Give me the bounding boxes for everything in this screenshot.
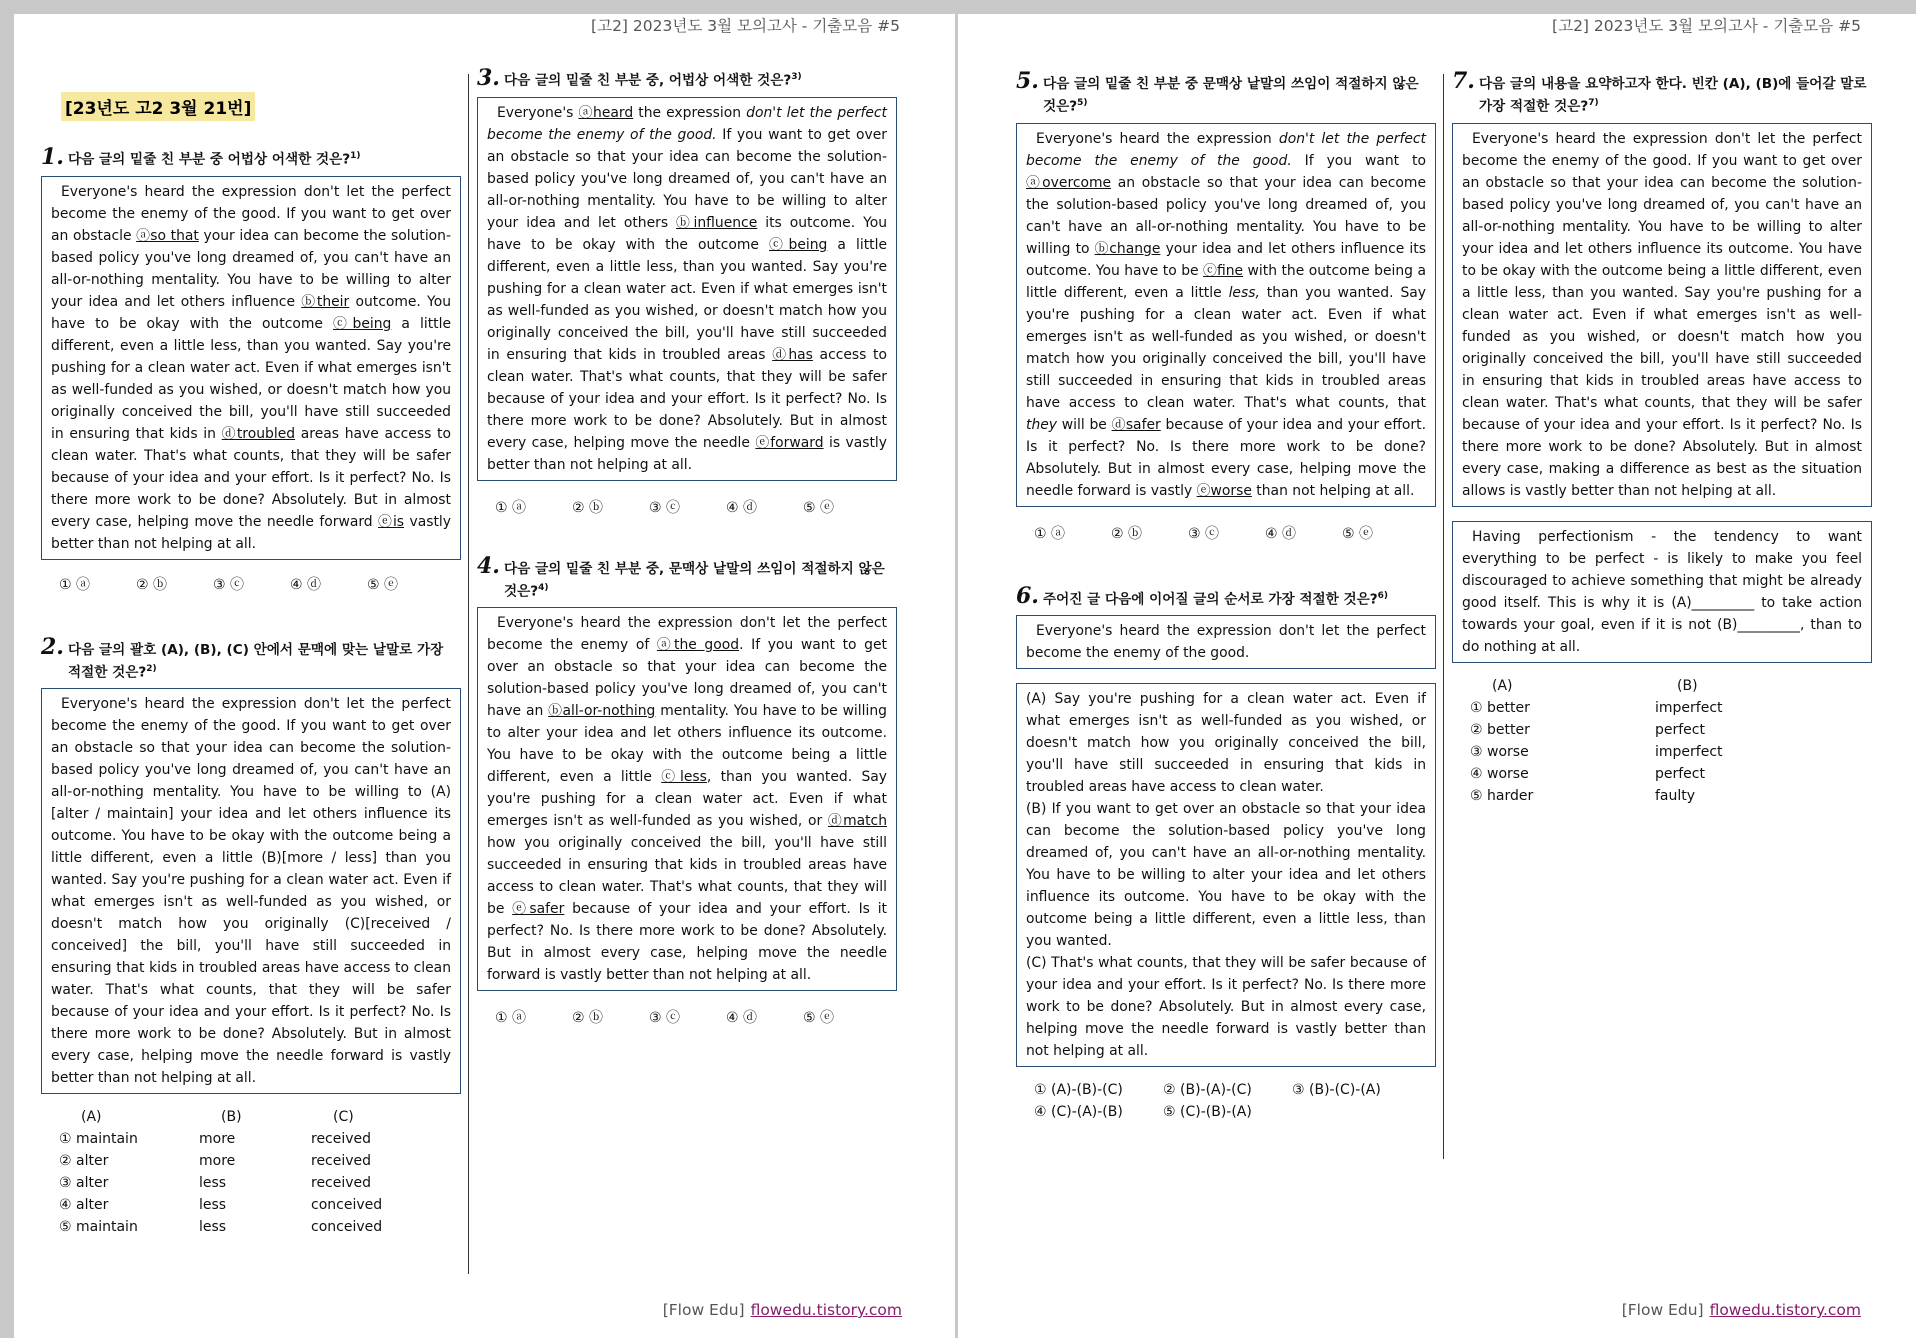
q1-underline-a[interactable]: ⓐso that — [136, 227, 199, 244]
q3-choices — [477, 497, 897, 517]
q5-choice-5[interactable]: ⑤ ⓔ — [1342, 525, 1374, 542]
q7-choice-2[interactable]: ② better perfect — [1470, 721, 1705, 738]
footer-link[interactable]: flowedu.tistory.com — [750, 1301, 902, 1319]
q3-choice-4[interactable]: ④ ⓓ — [726, 499, 758, 516]
q7-choice-5[interactable]: ⑤ harder faulty — [1470, 787, 1696, 804]
q5-choice-3[interactable]: ③ ⓒ — [1188, 525, 1220, 542]
q1-passage: Everyone's heard the expression don't let the perfect become the enemy of the good. If you want to get over an obstacle ⓐso that your idea can become the solution-based policy you've long dreamed of, you can't have an all-or-nothing mentality. You have to be willing to alter your idea and let others influence ⓑtheir outcome. You have to be okay with the outcome ⓒbeing a little different, even a little less, than you wanted. Say you're pushing for a clean water act. Even if what emerges isn't as well-funded as you wished, or doesn't match how you originally conceived the bill, you'll have still succeeded in ensuring that kids in ⓓtroubled areas have access to clean water. That's what counts, that they will be safer because of your idea and your effort. Is it perfect? No. Is there more work to be done? Absolutely. But in almost every case, helping move the needle forward ⓔis vastly better than not helping at all. — [41, 176, 461, 560]
q1-choice-4[interactable]: ④ ⓓ — [290, 576, 322, 593]
q5-underline-a[interactable]: ⓐovercome — [1026, 174, 1112, 191]
q5-choice-4[interactable]: ④ ⓓ — [1265, 525, 1297, 542]
q5-passage: Everyone's heard the expression don't let the perfect become the enemy of the good. If you want to ⓐovercome an obstacle so that your idea can become the solution-based policy you've long dreamed of, you can't have an all-or-nothing mentality. You have to be willing to ⓑchange your idea and let others influence its outcome. You have to be ⓒfine with the outcome being a little different, even a little less, than you wanted. Say you're pushing for a clean water act. Even if what emerges isn't as well-funded as you wished, or doesn't match how you originally conceived the bill, you'll have still succeeded in ensuring that kids in troubled areas have access to clean water. That's what counts, that they will be ⓓsafer because of your idea and your effort. Is it perfect? No. Is there more work to be done? Absolutely. But in almost every case, helping move the needle forward is vastly ⓔworse than not helping at all. — [1016, 123, 1436, 507]
left-page — [14, 0, 955, 1338]
q5-underline-e[interactable]: ⓔworse — [1196, 482, 1252, 499]
q1-underline-c[interactable]: ⓒbeing — [333, 315, 392, 332]
footer-link-right[interactable]: flowedu.tistory.com — [1709, 1301, 1861, 1319]
q7-choice-4[interactable]: ④ worse perfect — [1470, 765, 1705, 782]
q3-underline-a[interactable]: ⓐheard — [578, 104, 634, 121]
q6-number: 6. — [1016, 583, 1039, 610]
q1-underline-b[interactable]: ⓑtheir — [301, 293, 350, 310]
q7-choice-1[interactable]: ① better imperfect — [1470, 699, 1723, 716]
q6-parts — [1016, 683, 1436, 1067]
q4-title: 4. 다음 글의 밑줄 친 부분 중, 문맥상 낱말의 쓰임이 적절하지 않은 것은?$^{4)}$ — [477, 552, 885, 600]
column-divider — [468, 74, 469, 1274]
q4-choice-5[interactable]: ⑤ ⓔ — [803, 1010, 835, 1027]
q4-underline-b[interactable]: ⓑall-or-nothing — [548, 703, 656, 720]
q5-choice-2[interactable]: ② ⓑ — [1111, 525, 1143, 542]
q5-title: 5. 다음 글의 밑줄 친 부분 중 문맥상 낱말의 쓰임이 적절하지 않은 것은?$^{5)}$ — [1016, 68, 1419, 115]
q6-given-passage: Everyone's heard the expression don't let the perfect become the enemy of the good. — [1016, 615, 1436, 669]
q6-choice-2[interactable]: ② (B)-(A)-(C) — [1163, 1082, 1252, 1099]
q4-underline-a[interactable]: ⓐthe good — [656, 637, 740, 654]
q3-underline-c[interactable]: ⓒbeing — [769, 236, 828, 253]
q4-choice-3[interactable]: ③ ⓒ — [649, 1010, 681, 1027]
q3-passage: Everyone's ⓐheard the expression don't let the perfect become the enemy of the good. If you want to get over an obstacle so that your idea can become the solution-based policy you've long dreamed of, you can't have an all-or-nothing mentality. You have to be willing to alter your idea and let others ⓑinfluence its outcome. You have to be okay with the outcome ⓒbeing a little different, even a little less, than you wanted. Say you're pushing for a clean water act. Even if what emerges isn't as well-funded as you wished, or doesn't match how you originally conceived the bill, you'll have still succeeded in ensuring that kids in troubled areas ⓓhas access to clean water. That's what counts, that they will be safer because of your idea and your effort. Is it perfect? No. Is there more work to be done? Absolutely. But in almost every case, helping move the needle ⓔforward is vastly better than not helping at all. — [477, 97, 897, 481]
q5-choices — [1016, 523, 1436, 543]
q6-choice-4[interactable]: ④ (C)-(A)-(B) — [1034, 1104, 1123, 1121]
page-header-right: [고2] 2023년도 3월 모의고사 - 기출모음 #5 — [1552, 17, 1861, 35]
q4-underline-e[interactable]: ⓔsafer — [512, 901, 565, 918]
q4-underline-d[interactable]: ⓓmatch — [827, 813, 887, 830]
q1-choice-3[interactable]: ③ ⓒ — [213, 576, 245, 593]
q2-choice-5[interactable]: ⑤ maintain less conceived — [59, 1219, 383, 1236]
q1-title: 1. 다음 글의 밑줄 친 부분 중 어법상 어색한 것은?$^{1)}$ — [41, 143, 361, 170]
column-divider-right — [1443, 74, 1444, 1159]
q3-choice-5[interactable]: ⑤ ⓔ — [803, 499, 835, 516]
q2-choice-1[interactable]: ① maintain more received — [59, 1131, 372, 1148]
q3-underline-d[interactable]: ⓓhas — [772, 346, 813, 363]
q4-number: 4. — [477, 552, 500, 579]
q2-number: 2. — [41, 633, 64, 660]
q5-choice-1[interactable]: ① ⓐ — [1034, 525, 1066, 542]
q5-number: 5. — [1016, 68, 1039, 94]
q4-choices — [477, 1007, 897, 1027]
q3-choice-3[interactable]: ③ ⓒ — [649, 499, 681, 516]
left-column — [41, 92, 461, 1238]
q6-choices — [1016, 1079, 1436, 1123]
page-footer: [Flow Edu] flowedu.tistory.com — [662, 1301, 902, 1319]
q2-passage: Everyone's heard the expression don't let the perfect become the enemy of the good. If you want to get over an obstacle so that your idea can become the solution-based policy you've long dreamed of, you can't have an all-or-nothing mentality. You have to be willing to (A)[alter / maintain] your idea and let others influence its outcome. You have to be okay with the outcome being a little different, even a little (B)[more / less] than you wanted. Say you're pushing for a clean water act. Even if what emerges isn't as well-funded as you wished, or doesn't match how you originally (C)[received / conceived] the bill, you'll have still succeeded in ensuring that kids in troubled areas have access to clean water. That's what counts, that they will be safer because of your idea and your effort. Is it perfect? No. Is there more work to be done? Absolutely. But in almost every case, helping move the needle forward is vastly better than not helping at all. — [41, 688, 461, 1094]
q1-choice-5[interactable]: ⑤ ⓔ — [367, 576, 399, 593]
q2-choice-2[interactable]: ② alter more received — [59, 1153, 372, 1170]
q6-part-a: (A) Say you're pushing for a clean water act. Even if what emerges isn't as well-funded as you wished, or doesn't match how you originally conceived the bill, you'll have still succeeded in ensuring that kids in troubled areas have access to clean water. — [1026, 691, 1426, 796]
q1-choice-1[interactable]: ① ⓐ — [59, 576, 91, 593]
q2-title: 2. 다음 글의 괄호 (A), (B), (C) 안에서 문맥에 맞는 낱말로 가장 적절한 것은?$^{2)}$ — [41, 633, 444, 681]
q4-passage: Everyone's heard the expression don't let the perfect become the enemy of ⓐthe good. If you want to get over an obstacle so that your idea can become the solution-based policy you've long dreamed of, you can't have an ⓑall-or-nothing mentality. You have to be willing to alter your idea and let others influence its outcome. You have to be okay with the outcome being a little different, even a little ⓒless, than you wanted. Say you're pushing for a clean water act. Even if what emerges isn't as well-funded as you wished, or ⓓmatch how you originally conceived the bill, you'll have still succeeded in ensuring that kids in troubled areas have access to clean water. That's what counts, that they will be ⓔsafer because of your idea and your effort. Is it perfect? No. Is there more work to be done? Absolutely. But in almost every case, helping move the needle forward is vastly better than not helping at all. — [477, 607, 897, 991]
q2-choice-3[interactable]: ③ alter less received — [59, 1175, 372, 1192]
q6-title: 6. 주어진 글 다음에 이어질 글의 순서로 가장 적절한 것은?$^{6)}$ — [1016, 583, 1389, 610]
q5-underline-c[interactable]: ⓒfine — [1203, 262, 1244, 279]
right-page-right-column — [1452, 68, 1872, 807]
q3-number: 3. — [477, 64, 500, 91]
q7-summary: Having perfectionism - the tendency to want everything to be perfect - is likely to make you feel discouraged to achieve something that might be already good itself. This is why it is (A)_________ to take action towards your goal, even if it is not (B)_________, than to do nothing at all. — [1452, 521, 1872, 663]
q7-choice-3[interactable]: ③ worse imperfect — [1470, 743, 1723, 760]
q6-choice-3[interactable]: ③ (B)-(C)-(A) — [1292, 1082, 1381, 1099]
q5-underline-d[interactable]: ⓓsafer — [1111, 416, 1161, 433]
page-header: [고2] 2023년도 3월 모의고사 - 기출모음 #5 — [591, 17, 900, 35]
q7-title: 7. 다음 글의 내용을 요약하고자 한다. 빈칸 (A), (B)에 들어갈 말로 가장 적절한 것은?$^{7)}$ — [1452, 68, 1867, 115]
q1-choices — [41, 574, 461, 594]
q6-choice-1[interactable]: ① (A)-(B)-(C) — [1034, 1082, 1123, 1099]
right-page — [958, 0, 1916, 1338]
q3-underline-e[interactable]: ⓔforward — [755, 434, 824, 451]
q4-choice-4[interactable]: ④ ⓓ — [726, 1010, 758, 1027]
q3-choice-1[interactable]: ① ⓐ — [495, 499, 527, 516]
right-column — [477, 64, 897, 1027]
q3-choice-2[interactable]: ② ⓑ — [572, 499, 604, 516]
q4-choice-2[interactable]: ② ⓑ — [572, 1010, 604, 1027]
q6-part-c: (C) That's what counts, that they will be safer because of your idea and your effort. Is it perfect? No. Is there more work to be done? Absolutely. But in almost every case, helping move the needle forward is vastly better than not helping at all. — [1026, 955, 1426, 1060]
q4-choice-1[interactable]: ① ⓐ — [495, 1010, 527, 1027]
q3-underline-b[interactable]: ⓑinfluence — [676, 214, 758, 231]
page-footer-right: [Flow Edu] flowedu.tistory.com — [1621, 1301, 1861, 1319]
q3-title: 3. 다음 글의 밑줄 친 부분 중, 어법상 어색한 것은?$^{3)}$ — [477, 64, 802, 91]
section-tag: [23년도 고2 3월 21번] — [61, 92, 255, 121]
q2-choice-4[interactable]: ④ alter less conceived — [59, 1197, 383, 1214]
q7-answer-table: (A) (B) ① better imperfect ② better perfect ③ worse imperfect ④ worse perfect ⑤ harder faulty — [1452, 675, 1872, 807]
right-page-left-column — [1016, 68, 1436, 1123]
q5-underline-b[interactable]: ⓑchange — [1094, 240, 1161, 257]
q7-number: 7. — [1452, 68, 1475, 94]
q7-passage: Everyone's heard the expression don't let the perfect become the enemy of the good. If you want to get over an obstacle so that your idea can become the solution-based policy you've long dreamed of, you can't have an all-or-nothing mentality. You have to be willing to alter your idea and let others influence its outcome. You have to be okay with the outcome being a little different, even a little less, than you wanted. Say you're pushing for a clean water act. Even if what emerges isn't as well-funded as you wished, or doesn't match how you originally conceived the bill, you'll have still succeeded in ensuring that kids in troubled areas have access to clean water. That's what counts, that they will be safer because of your idea and your effort. Is it perfect? No. Is there more work to be done? Absolutely. But in almost every case, making a difference as best as the situation allows is vastly better than not helping at all. — [1452, 123, 1872, 507]
q4-underline-c[interactable]: ⓒless — [661, 769, 707, 786]
q1-underline-e[interactable]: ⓔis — [378, 513, 405, 530]
q6-part-b: (B) If you want to get over an obstacle so that your idea can become the solution-based policy you've long dreamed of, you can't have an all-or-nothing mentality. You have to be willing to alter your idea and let others influence its outcome. You have to be okay with the outcome being a little different, even a little less, than you wanted. — [1026, 801, 1426, 950]
q6-choice-5[interactable]: ⑤ (C)-(B)-(A) — [1163, 1104, 1252, 1121]
q2-answer-table: (A) (B) (C) ① maintain more received ② alter more received ③ alter less received ④ alter less conceived ⑤ maintain less conceived — [41, 1106, 461, 1238]
q1-choice-2[interactable]: ② ⓑ — [136, 576, 168, 593]
q1-number: 1. — [41, 143, 64, 170]
q1-underline-d[interactable]: ⓓtroubled — [221, 425, 296, 442]
